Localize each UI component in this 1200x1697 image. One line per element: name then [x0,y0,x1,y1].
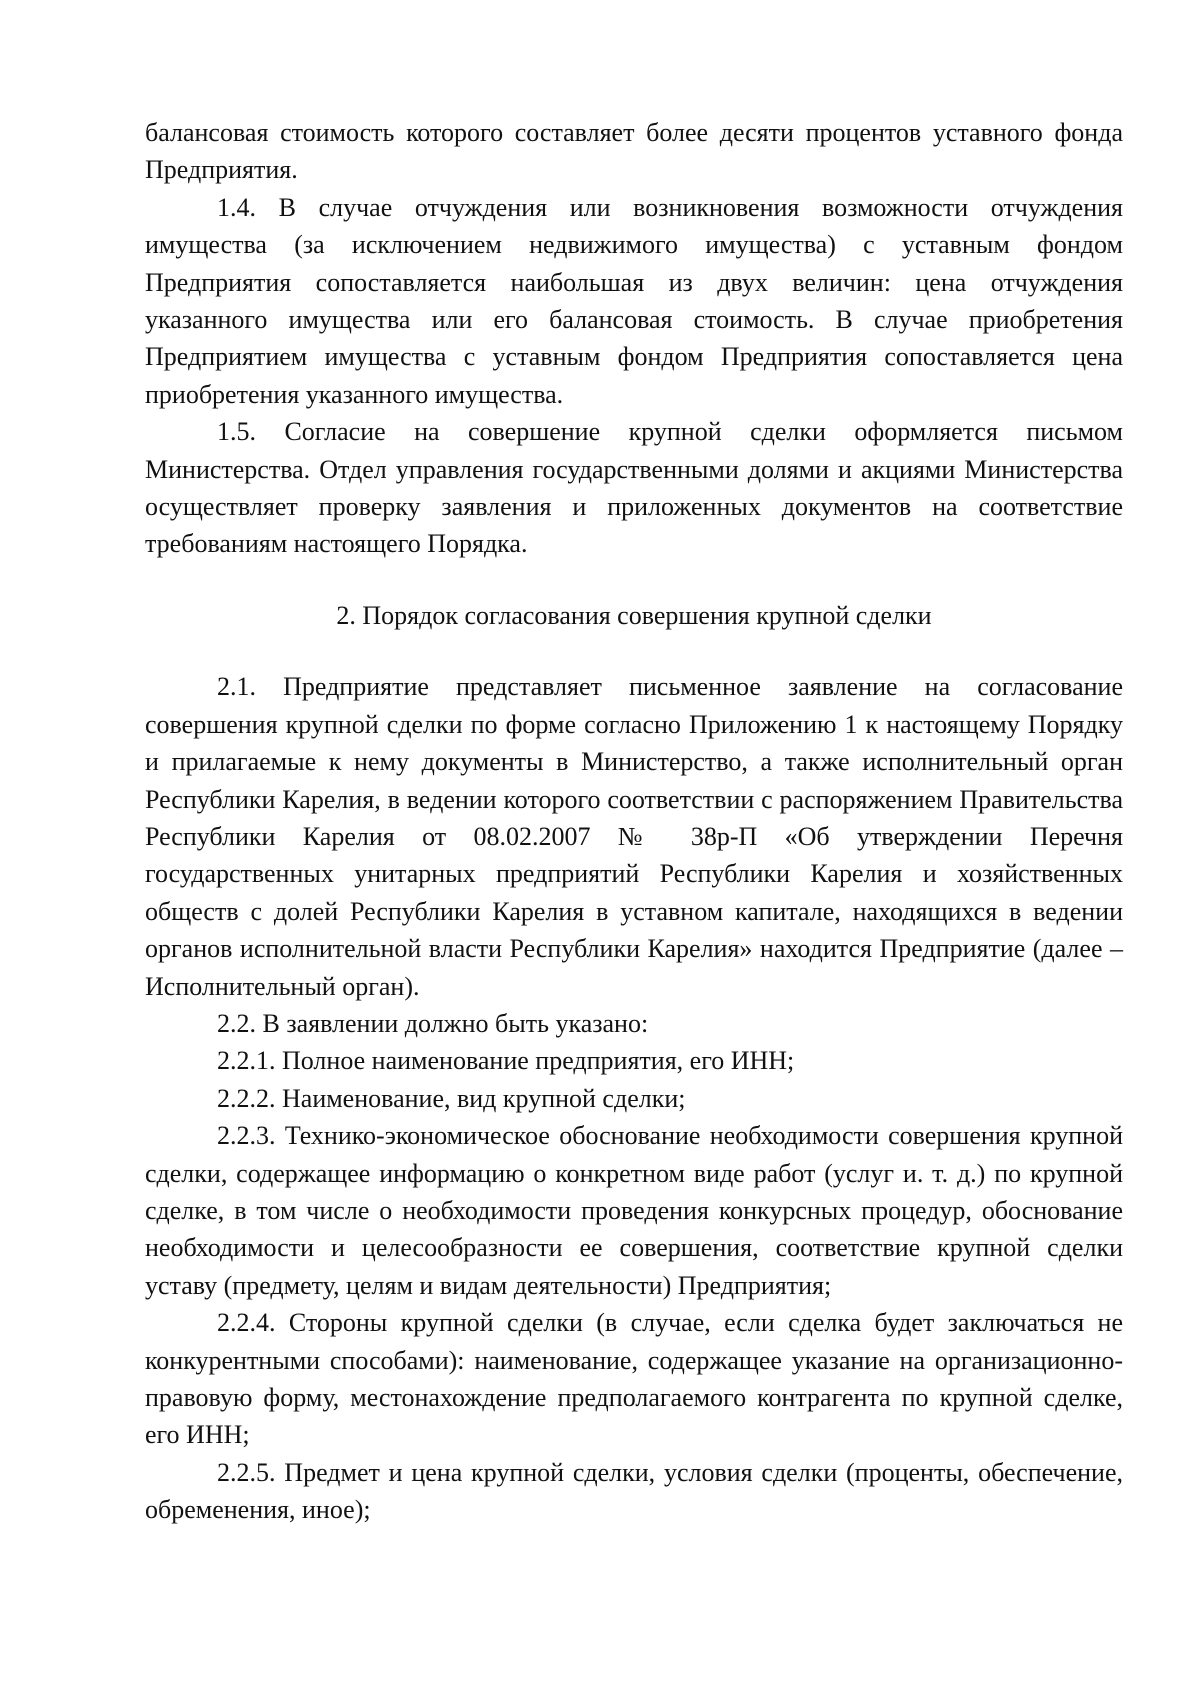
paragraphs-after [145,668,1123,1528]
document-body [145,114,1123,1529]
paragraph-2-2-3: 2.2.3. Технико-экономическое обоснование необходимости совершения крупной сделки, содержащее информацию о конкретном виде работ (услуг и. т. д.) по крупной сделке, в том числе о необходимости проведения конкурсных процедур, обоснование необходимости и целесообразности ее совершения, соответствие крупной сделки уставу (предмету, целям и видам деятельности) Предприятия; [145,1121,1123,1300]
paragraph-1-4: 1.4. В случае отчуждения или возникновения возможности отчуждения имущества (за исключением недвижимого имущества) с уставным фондом Предприятия сопоставляется наибольшая из двух величин: цена отчуждения указанного имущества или его балансовая стоимость. В случае приобретения Предприятием имущества с уставным фондом Предприятия сопоставляется цена приобретения указанного имущества. [145,192,1123,409]
paragraphs-before [145,114,1123,563]
paragraph-2-2-1: 2.2.1. Полное наименование предприятия, его ИНН; [217,1046,795,1076]
paragraph-2-2-2: 2.2.2. Наименование, вид крупной сделки; [217,1083,686,1113]
paragraph-2-2-4: 2.2.4. Стороны крупной сделки (в случае, если сделка будет заключаться не конкурентными способами): наименование, содержащее указание на организационно-правовую форму, местонахождение предполагаемого контрагента по крупной сделке, его ИНН; [145,1308,1123,1450]
section-heading: 2. Порядок согласования совершения крупной сделки [336,600,932,630]
paragraph-2-2: 2.2. В заявлении должно быть указано: [217,1008,649,1038]
paragraph-continuation: балансовая стоимость которого составляет более десяти процентов уставного фонда Предприятия. [145,118,1123,185]
paragraph-2-1: 2.1. Предприятие представляет письменное заявление на согласование совершения крупной сделки по форме согласно Приложению 1 к настоящему Порядку и прилагаемые к нему документы в Министерство, а также исполнительный орган Республики Карелия, в ведении которого соответствии с распоряжением Правительства Республики Карелия от 08.02.2007 № 38р-П «Об утверждении Перечня государственных унитарных предприятий Республики Карелия и хозяйственных обществ с долей Республики Карелия в уставном капитале, находящихся в ведении органов исполнительной власти Республики Карелия» находится Предприятие (далее – Исполнительный орган). [145,672,1123,1001]
paragraph-1-5: 1.5. Согласие на совершение крупной сделки оформляется письмом Министерства. Отдел управления государственными долями и акциями Министерства осуществляет проверку заявления и приложенных документов на соответствие требованиям настоящего Порядка. [145,417,1123,559]
paragraph-2-2-5: 2.2.5. Предмет и цена крупной сделки, условия сделки (проценты, обеспечение, обременения, иное); [145,1457,1123,1525]
